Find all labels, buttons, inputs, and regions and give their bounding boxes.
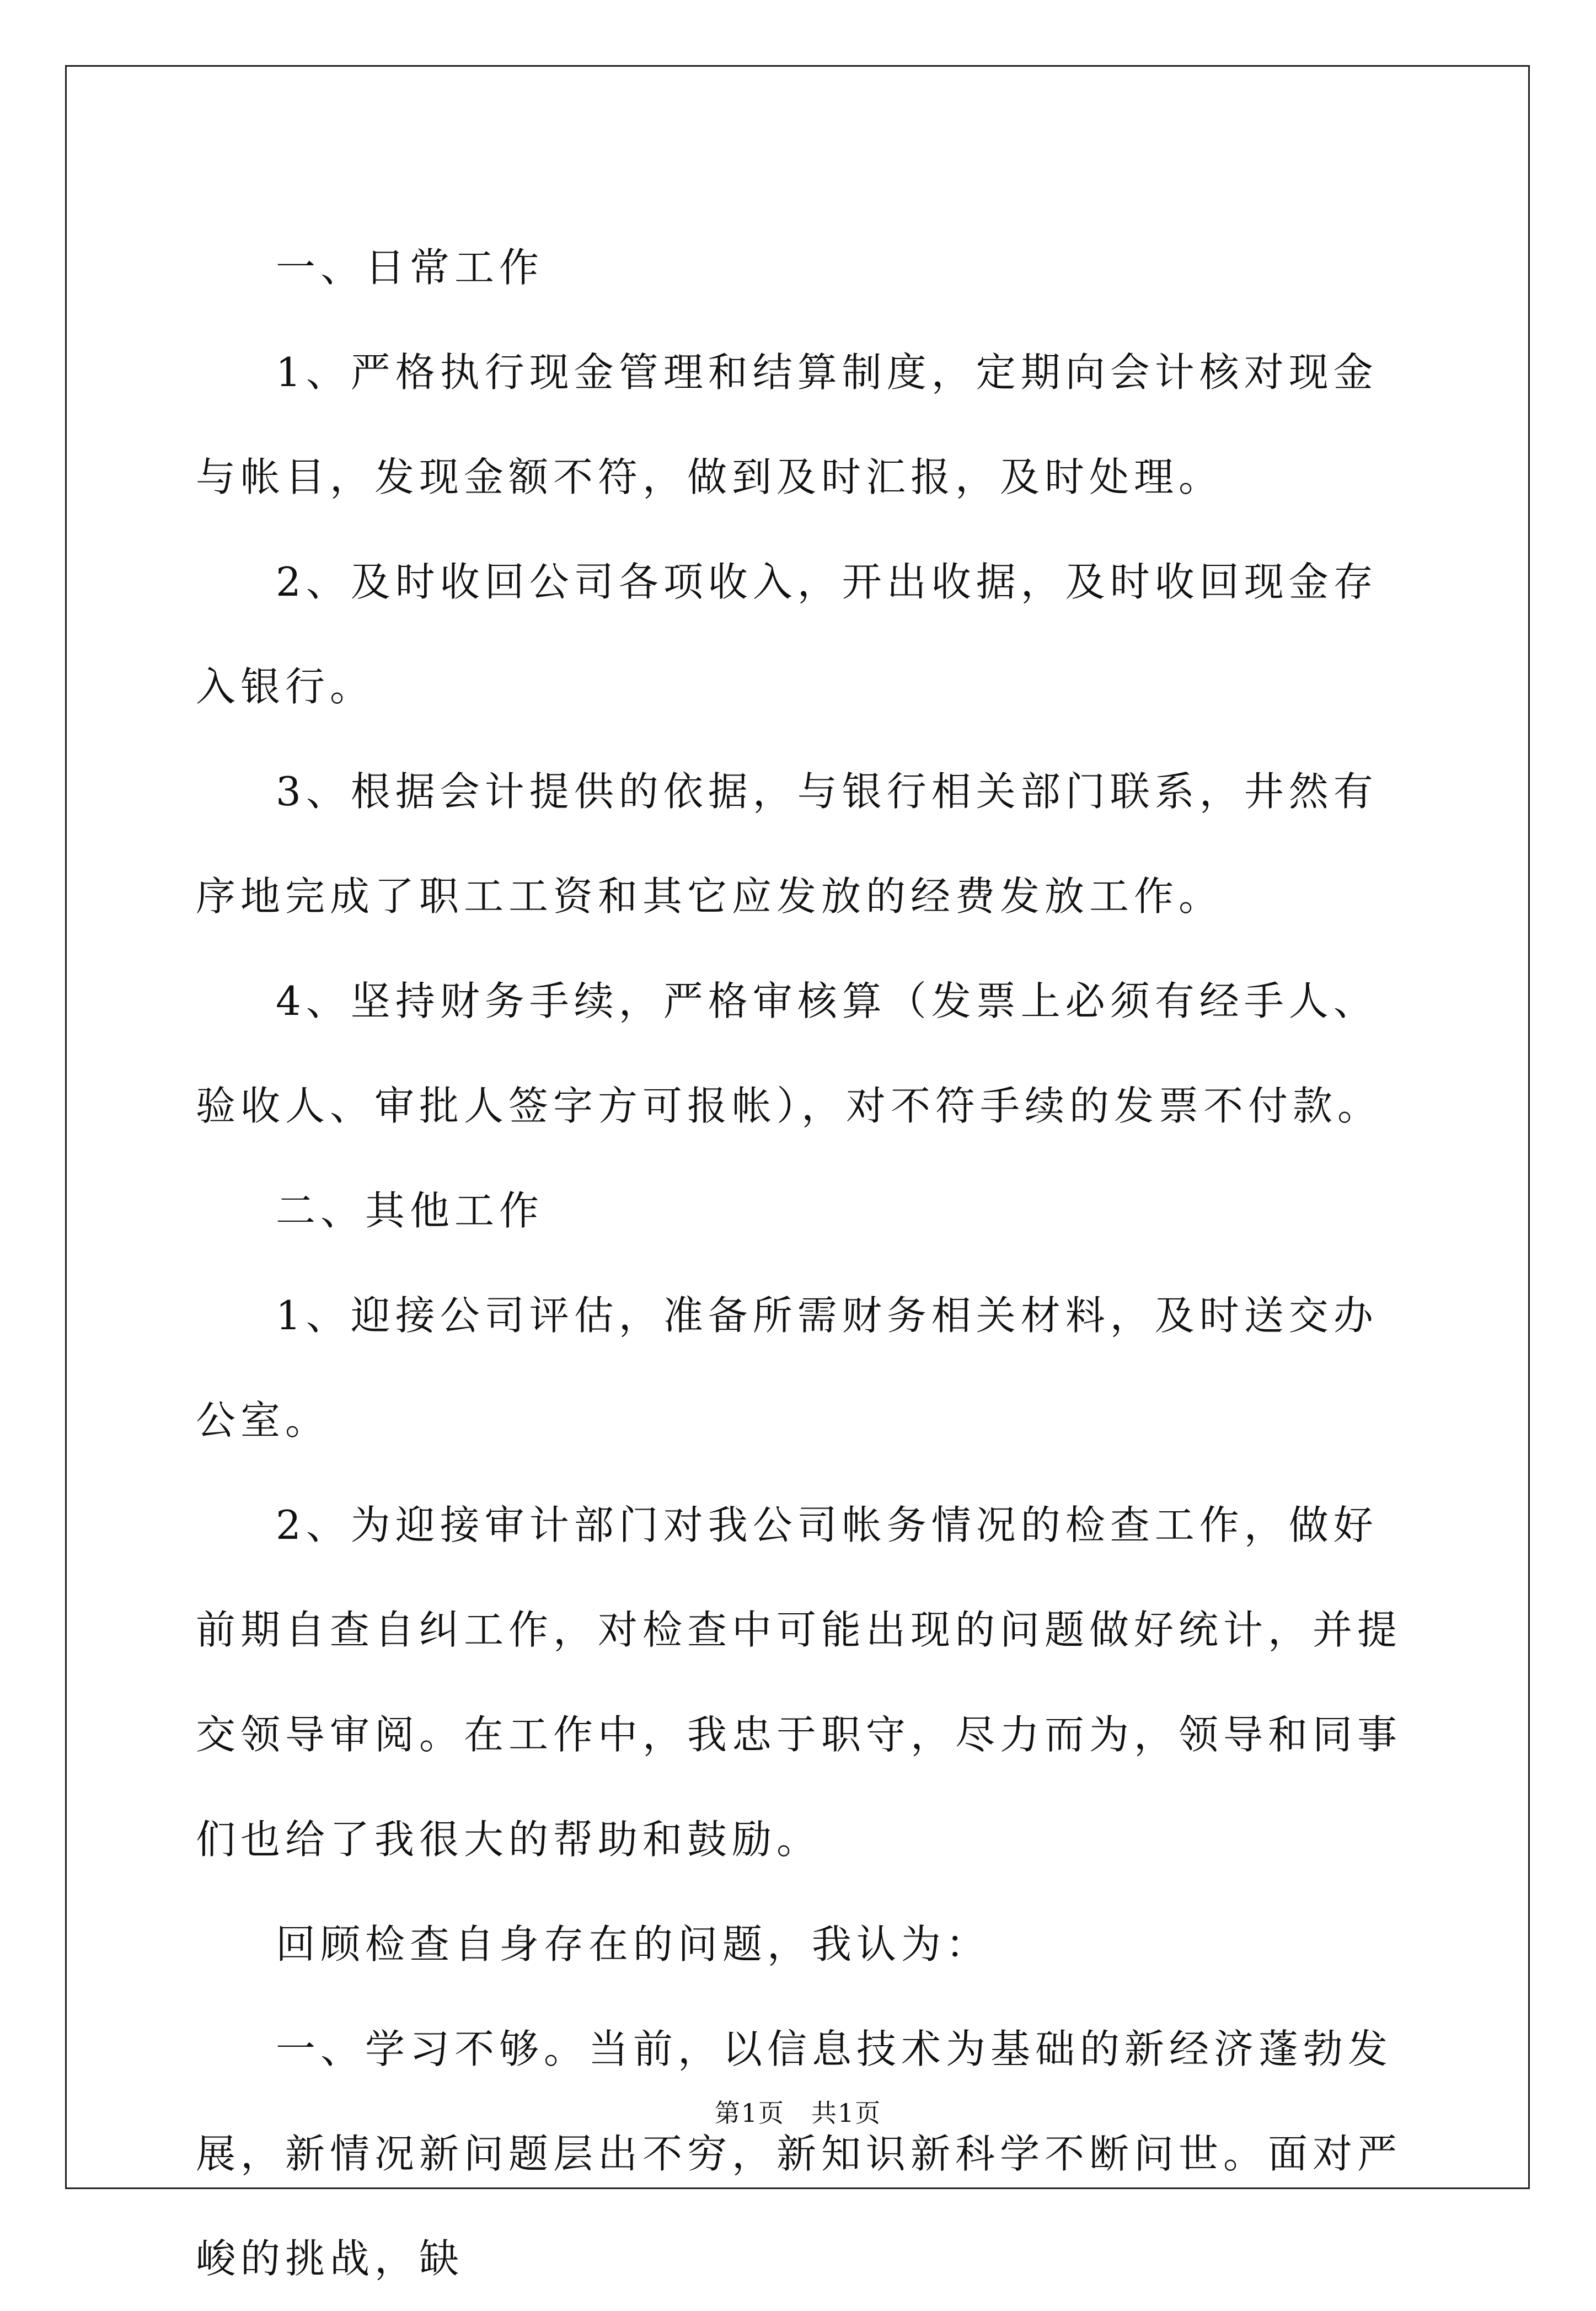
section-heading-other-work: 二、其他工作 (276, 1187, 544, 1234)
paragraph-item-2: 2、及时收回公司各项收入，开出收据，及时收回现金存入银行。 (196, 559, 1378, 710)
paragraph-problem-1: 一、学习不够。当前，以信息技术为基础的新经济蓬勃发展，新情况新问题层出不穷，新知识新科学不断问世。面对严峻的挑战，缺 (196, 2026, 1402, 2282)
paragraph-item-3: 3、根据会计提供的依据，与银行相关部门联系，井然有序地完成了职工工资和其它应发放的经费发放工作。 (196, 768, 1378, 919)
section-heading-daily-work: 一、日常工作 (276, 244, 544, 291)
paragraph-other-1: 1、迎接公司评估，准备所需财务相关材料，及时送交办公室。 (196, 1292, 1378, 1443)
paragraph-other-2: 2、为迎接审计部门对我公司帐务情况的检查工作，做好前期自查自纠工作，对检查中可能出现的问题做好统计，并提交领导审阅。在工作中，我忠于职守，尽力而为，领导和同事们也给了我很大的帮助和鼓励。 (196, 1502, 1402, 1863)
paragraph-review-intro: 回顾检查自身存在的问题，我认为： (276, 1921, 991, 1967)
paragraph-item-1: 1、严格执行现金管理和结算制度，定期向会计核对现金与帐目，发现金额不符，做到及时汇报，及时处理。 (196, 349, 1378, 500)
document-body (196, 215, 1409, 2311)
page-number: 第1页 共1页 (714, 2098, 882, 2128)
paragraph-item-4: 4、坚持财务手续，严格审核算（发票上必须有经手人、验收人、审批人签字方可报帐），对不符手续的发票不付款。 (196, 978, 1383, 1129)
